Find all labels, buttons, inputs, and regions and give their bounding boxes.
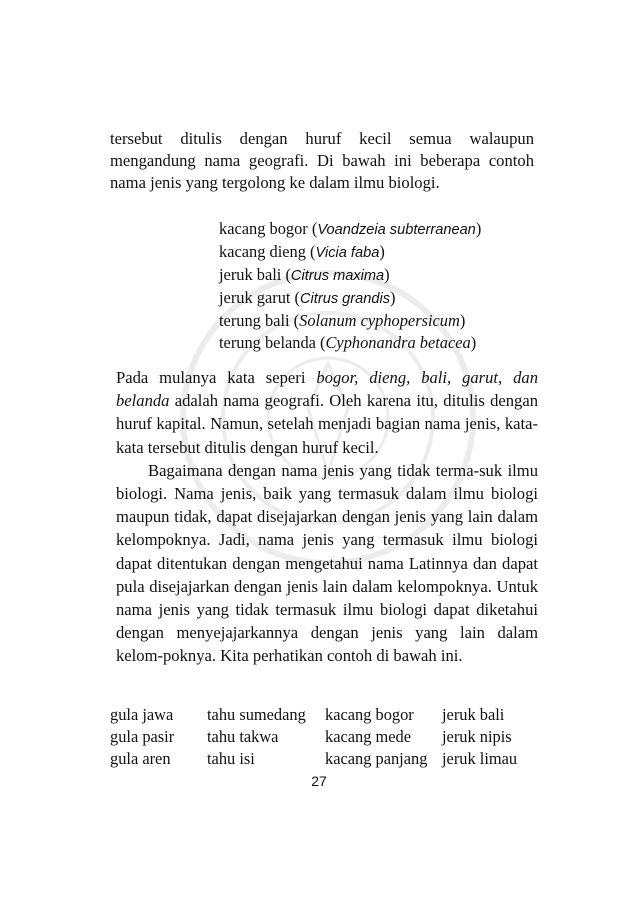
species-scientific-name: Citrus grandis <box>300 291 391 307</box>
page-number: 27 <box>311 773 327 789</box>
table-cell: kacang bogor <box>325 705 414 724</box>
table-cell: tahu takwa <box>207 727 279 746</box>
table-cell: kacang mede <box>325 727 412 746</box>
body-text <box>116 366 538 668</box>
table-cell: jeruk bali <box>442 705 505 724</box>
table-cell: tahu isi <box>207 749 255 768</box>
species-common-name: terung belanda <box>219 333 316 352</box>
species-scientific-name: Solanum cyphopersicum <box>299 311 460 330</box>
species-item: terung belanda (Cyphonandra betacea) <box>219 333 477 352</box>
species-common-name: kacang bogor <box>219 219 308 238</box>
species-item: jeruk bali (Citrus maxima) <box>219 265 390 284</box>
species-item: kacang dieng (Vicia faba) <box>219 242 385 261</box>
table-cell: gula aren <box>110 749 171 768</box>
table-row <box>110 726 532 748</box>
species-common-name: jeruk garut <box>219 288 291 307</box>
table-row <box>110 748 532 770</box>
species-common-name: kacang dieng <box>219 242 306 261</box>
species-common-name: jeruk bali <box>219 265 282 284</box>
table-cell: jeruk limau <box>442 749 518 768</box>
paragraph-geography <box>116 366 538 459</box>
species-scientific-name: Voandzeia subterranean <box>317 222 476 238</box>
species-common-name: terung bali <box>219 311 290 330</box>
table-cell: gula jawa <box>110 705 174 724</box>
species-item: jeruk garut (Citrus grandis) <box>219 288 396 307</box>
species-list <box>219 218 481 354</box>
table-row <box>110 704 532 726</box>
table-cell: tahu sumedang <box>207 705 306 724</box>
paragraph-rest: adalah nama geografi. Oleh karena itu, ditulis dengan huruf kapital. Namun, setelah menjadi bagian nama jenis, kata-kata tersebut ditulis dengan huruf kecil. <box>116 391 538 457</box>
species-scientific-name: Cyphonandra betacea <box>325 333 471 352</box>
paragraph-lead: Pada mulanya kata seperi <box>116 368 306 387</box>
paragraph-nonbiology: Bagaimana dengan nama jenis yang tidak terma-suk ilmu biologi. Nama jenis, baik yang termasuk dalam ilmu biologi maupun tidak, dapat disejajarkan dengan jenis yang lain dalam kelompoknya. Jadi, nama jenis yang termasuk ilmu biologi dapat ditentukan dengan mengetahui nama Latinnya dan dapat pula disejajarkan dengan jenis lain dalam kelompoknya. Untuk nama jenis yang tidak termasuk ilmu biologi dapat diketahui dengan menyejajarkannya dengan jenis yang lain dalam kelom-poknya. Kita perhatikan contoh di bawah ini. <box>116 460 538 666</box>
species-scientific-name: Citrus maxima <box>290 268 385 284</box>
examples-table <box>110 704 532 770</box>
species-item: kacang bogor (Voandzeia subterranean) <box>219 219 482 238</box>
table-cell: kacang panjang <box>325 749 428 768</box>
table-cell: jeruk nipis <box>442 727 512 746</box>
intro-paragraph: tersebut ditulis dengan huruf kecil semua walaupun mengandung nama geografi. Di bawah ini beberapa contoh nama jenis yang tergolong ke dalam ilmu biologi. <box>110 129 534 192</box>
species-item: terung bali (Solanum cyphopersicum) <box>219 311 466 330</box>
italic-place-terms: bogor, dieng, bali, garut, dan belanda <box>116 368 538 411</box>
table-cell: gula pasir <box>110 727 175 746</box>
species-scientific-name: Vicia faba <box>315 245 380 261</box>
